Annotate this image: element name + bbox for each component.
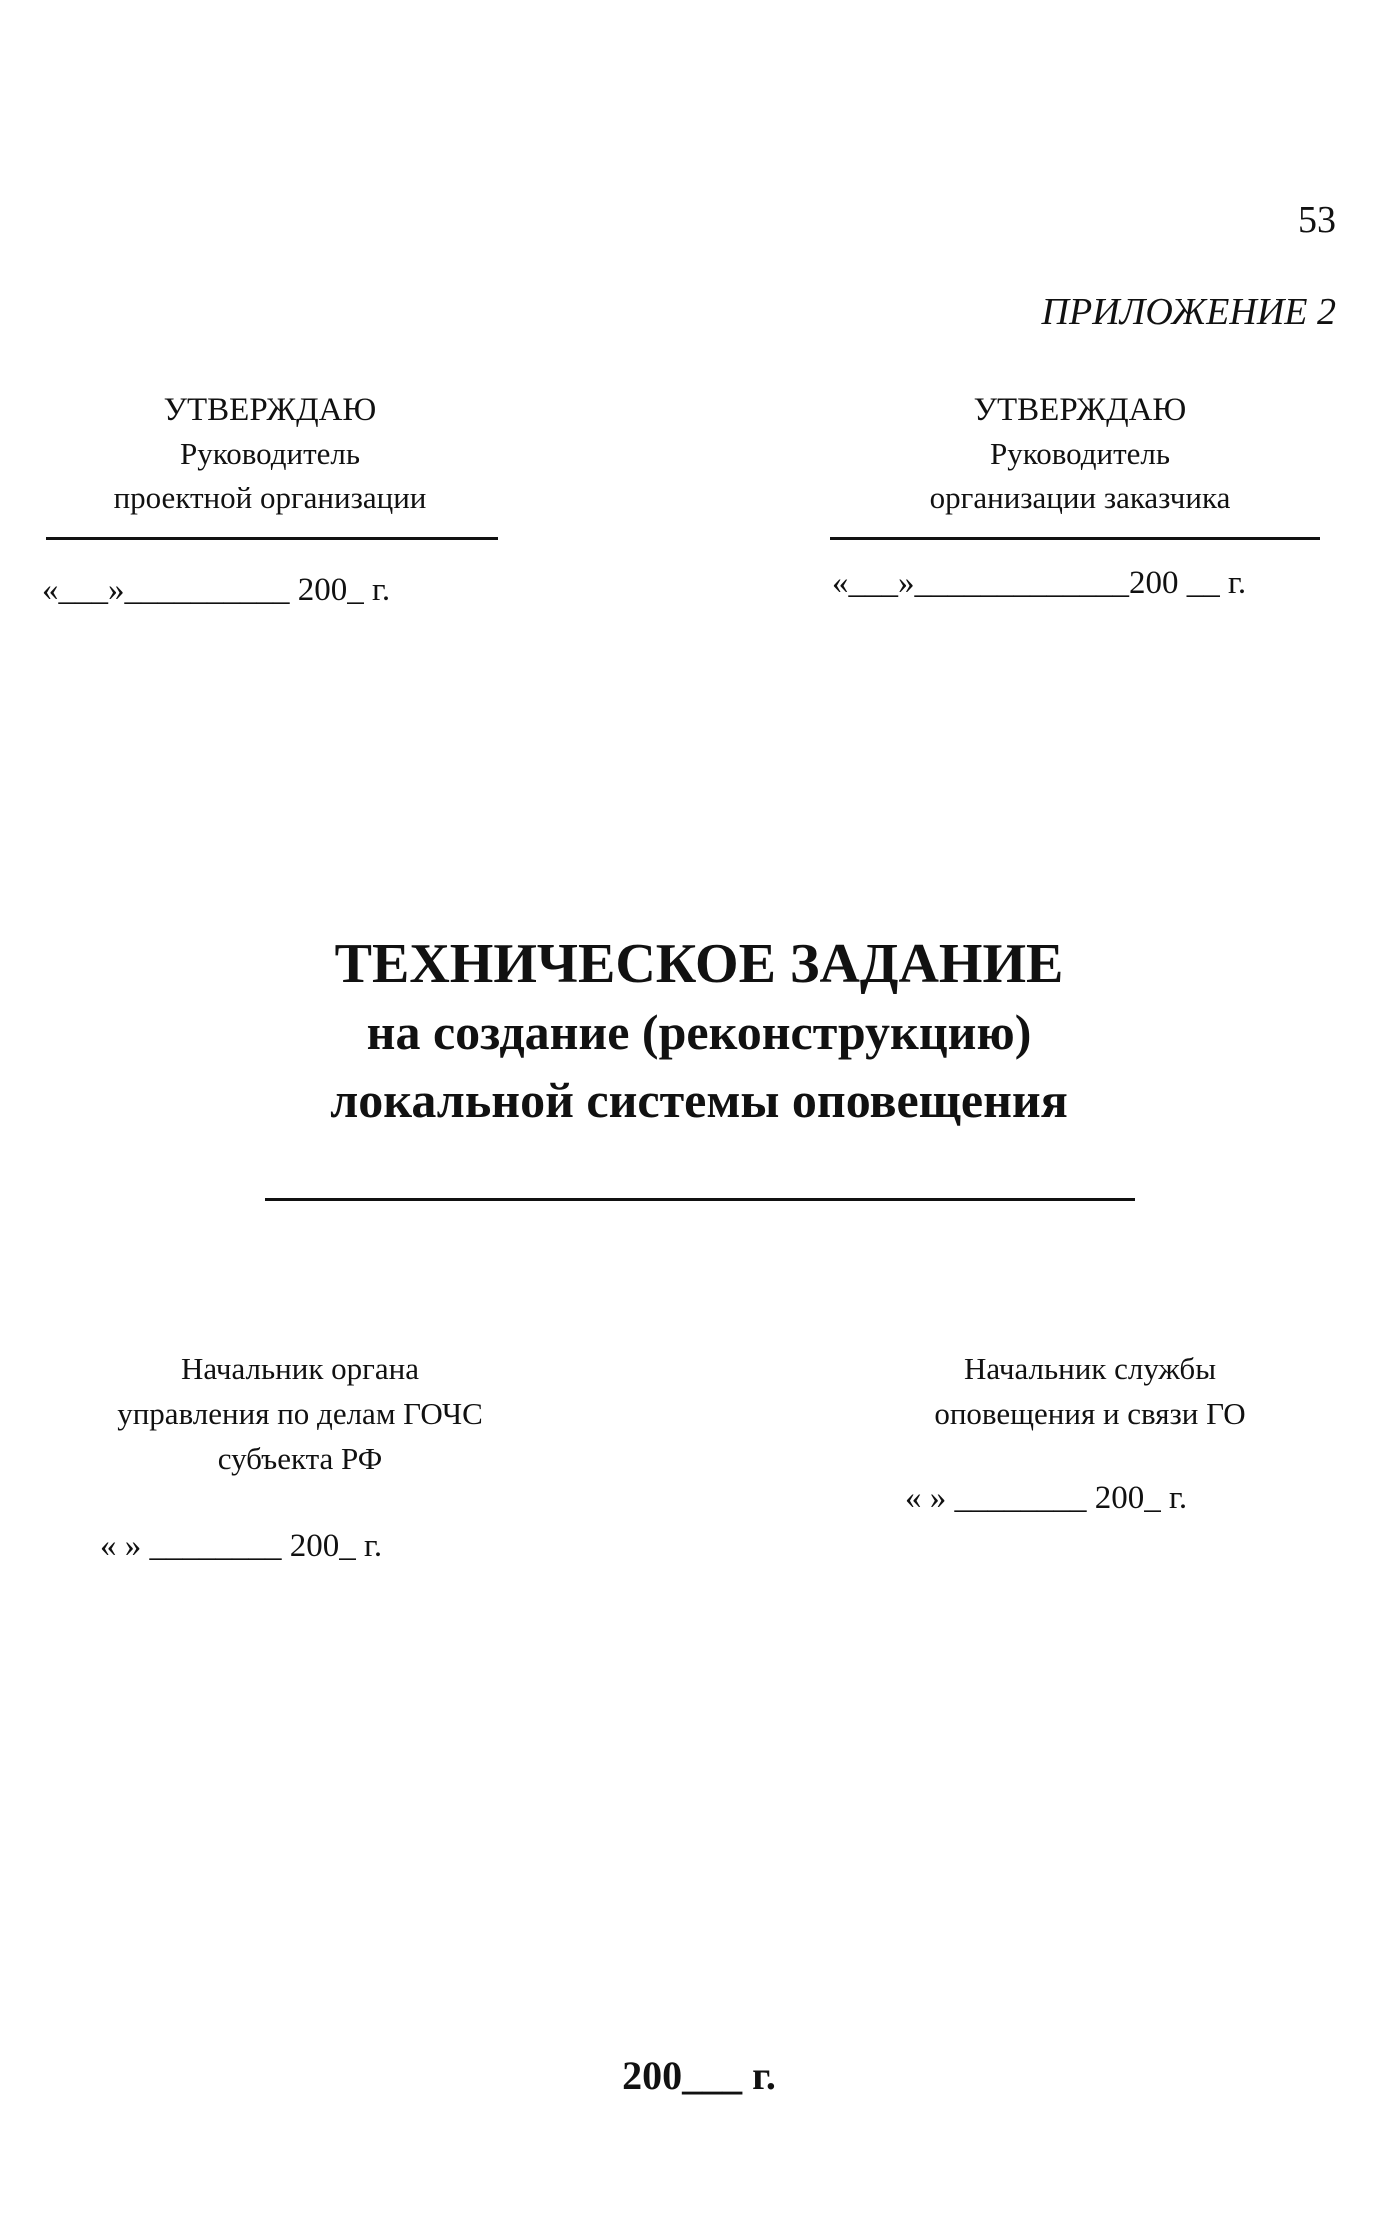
title-underline <box>265 1198 1135 1201</box>
signature-line-left <box>46 537 498 540</box>
agreer-region-left: субъекта РФ <box>217 1441 383 1476</box>
agreer-title-left: Начальник органа <box>181 1351 419 1386</box>
approval-date-left: «___»__________ 200_ г. <box>42 572 391 608</box>
approver-org-right: организации заказчика <box>929 480 1231 515</box>
approve-heading-left: УТВЕРЖДАЮ <box>163 392 377 428</box>
approver-org-left: проектной организации <box>113 480 427 515</box>
agreement-date-left: « » ________ 200_ г. <box>100 1528 383 1564</box>
agreer-dept-left: управления по делам ГОЧС <box>117 1396 483 1431</box>
appendix-label: ПРИЛОЖЕНИЕ 2 <box>1041 291 1336 333</box>
agreer-dept-right: оповещения и связи ГО <box>934 1396 1246 1431</box>
agreement-block-right <box>860 1346 1320 1436</box>
approval-block-left <box>70 388 470 520</box>
page-number: 53 <box>1298 199 1336 241</box>
agreement-block-left <box>40 1346 560 1481</box>
title-main: ТЕХНИЧЕСКОЕ ЗАДАНИЕ <box>334 933 1064 995</box>
approval-date-right: «___»_____________200 __ г. <box>832 565 1247 601</box>
title-line-3: локальной системы оповещения <box>330 1072 1068 1128</box>
footer-year: 200___ г. <box>622 2053 776 2098</box>
agreer-title-right: Начальник службы <box>963 1351 1217 1386</box>
approver-title-left: Руководитель <box>179 436 361 471</box>
title-line-2: на создание (реконструкцию) <box>366 1004 1032 1060</box>
document-title <box>0 930 1398 1134</box>
approval-block-right <box>860 388 1300 520</box>
approver-title-right: Руководитель <box>989 436 1171 471</box>
signature-line-right <box>830 537 1320 540</box>
agreement-date-right: « » ________ 200_ г. <box>905 1480 1188 1516</box>
approve-heading-right: УТВЕРЖДАЮ <box>973 392 1187 428</box>
